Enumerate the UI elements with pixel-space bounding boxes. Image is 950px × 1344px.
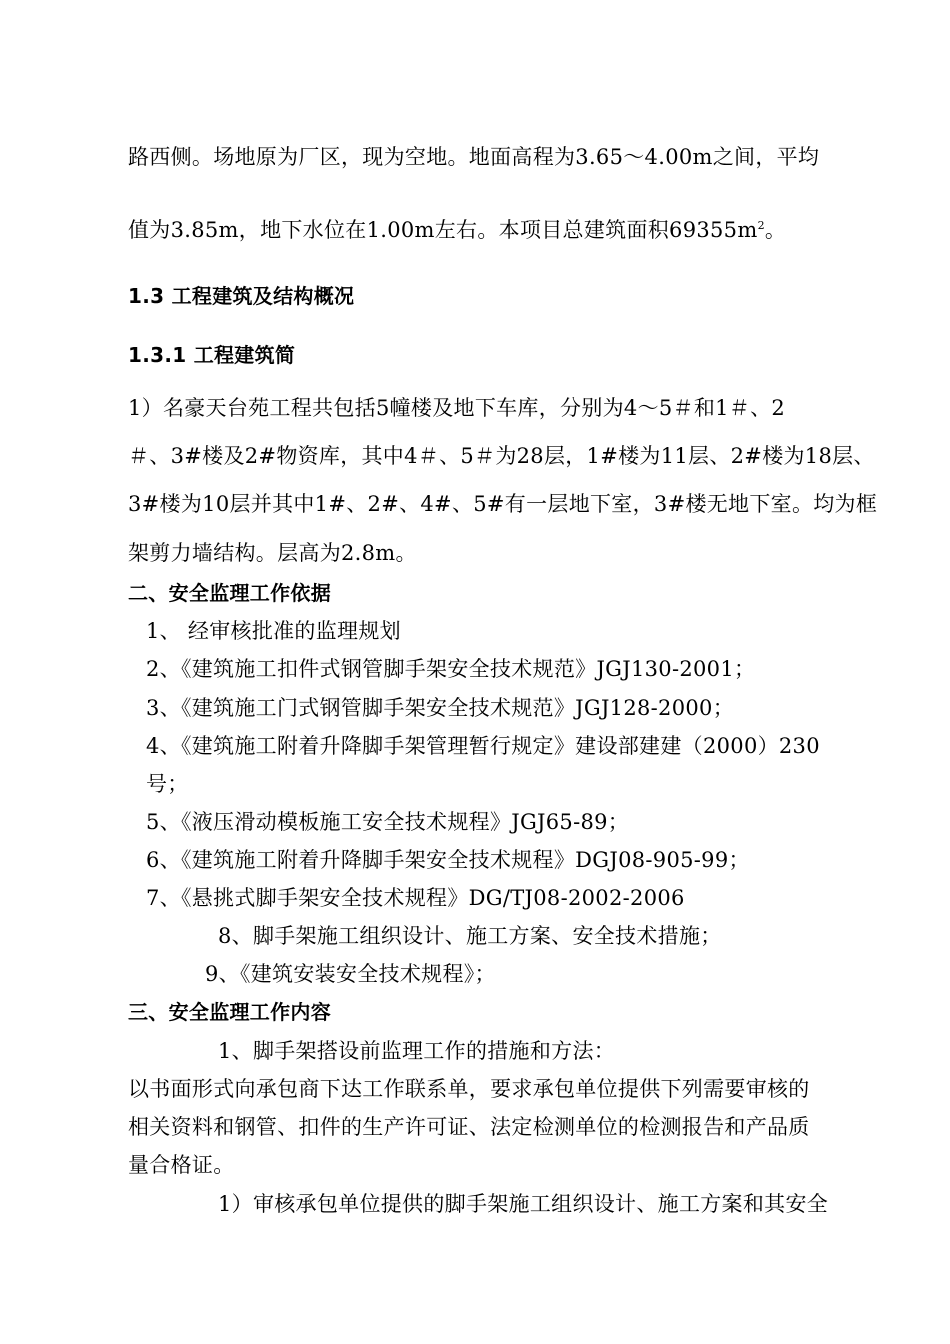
superscript: 2 — [757, 219, 765, 232]
paragraph-line: 相关资料和钢管、扣件的生产许可证、法定检测单位的检测报告和产品质 — [128, 1115, 810, 1139]
section-heading: 三、安全监理工作内容 — [128, 1000, 331, 1024]
text-span: 。 — [764, 218, 787, 242]
list-item: 9、《建筑安装安全技术规程》； — [205, 962, 496, 986]
text-span: 值为3.85m，地下水位在1.00m左右。本项目总建筑面积69355m — [128, 218, 758, 242]
list-item: 1）审核承包单位提供的脚手架施工组织设计、施工方案和其安全 — [218, 1192, 829, 1216]
paragraph-line: 3#楼为10层并其中1#、2#、4#、5#有一层地下室，3#楼无地下室。均为框 — [128, 492, 878, 516]
paragraph-line: 量合格证。 — [128, 1153, 235, 1177]
list-item: 号； — [146, 772, 189, 796]
subsection-heading: 1.3.1 工程建筑简 — [128, 343, 296, 367]
section-heading: 二、安全监理工作依据 — [128, 581, 331, 605]
list-item: 6、《建筑施工附着升降脚手架安全技术规程》DGJ08-905-99； — [146, 848, 750, 872]
list-item: 3、《建筑施工门式钢管脚手架安全技术规范》JGJ128-2000； — [146, 696, 734, 720]
paragraph-line — [128, 215, 786, 245]
list-item: 8、脚手架施工组织设计、施工方案、安全技术措施； — [218, 924, 722, 948]
paragraph-line: 架剪力墙结构。层高为2.8m。 — [128, 541, 417, 565]
paragraph-line: 1）名豪天台苑工程共包括5幢楼及地下车库，分别为4～5＃和1＃、2 — [128, 396, 786, 420]
paragraph-line: ＃、3#楼及2#物资库，其中4＃、5＃为28层，1#楼为11层、2#楼为18层、 — [128, 444, 875, 468]
list-item: 5、《液压滑动模板施工安全技术规程》JGJ65-89； — [146, 810, 630, 834]
list-item: 1、 经审核批准的监理规划 — [146, 619, 401, 643]
list-item: 7、《悬挑式脚手架安全技术规程》DG/TJ08-2002-2006 — [146, 886, 685, 910]
list-item: 4、《建筑施工附着升降脚手架管理暂行规定》建设部建建（2000）230 — [146, 734, 820, 758]
list-item: 2、《建筑施工扣件式钢管脚手架安全技术规范》JGJ130-2001； — [146, 657, 756, 681]
section-heading: 1.3 工程建筑及结构概况 — [128, 284, 355, 308]
paragraph-line: 以书面形式向承包商下达工作联系单，要求承包单位提供下列需要审核的 — [128, 1077, 810, 1101]
list-item: 1、脚手架搭设前监理工作的措施和方法： — [218, 1039, 616, 1063]
paragraph-line: 路西侧。场地原为厂区，现为空地。地面高程为3.65～4.00m之间，平均 — [128, 145, 820, 169]
